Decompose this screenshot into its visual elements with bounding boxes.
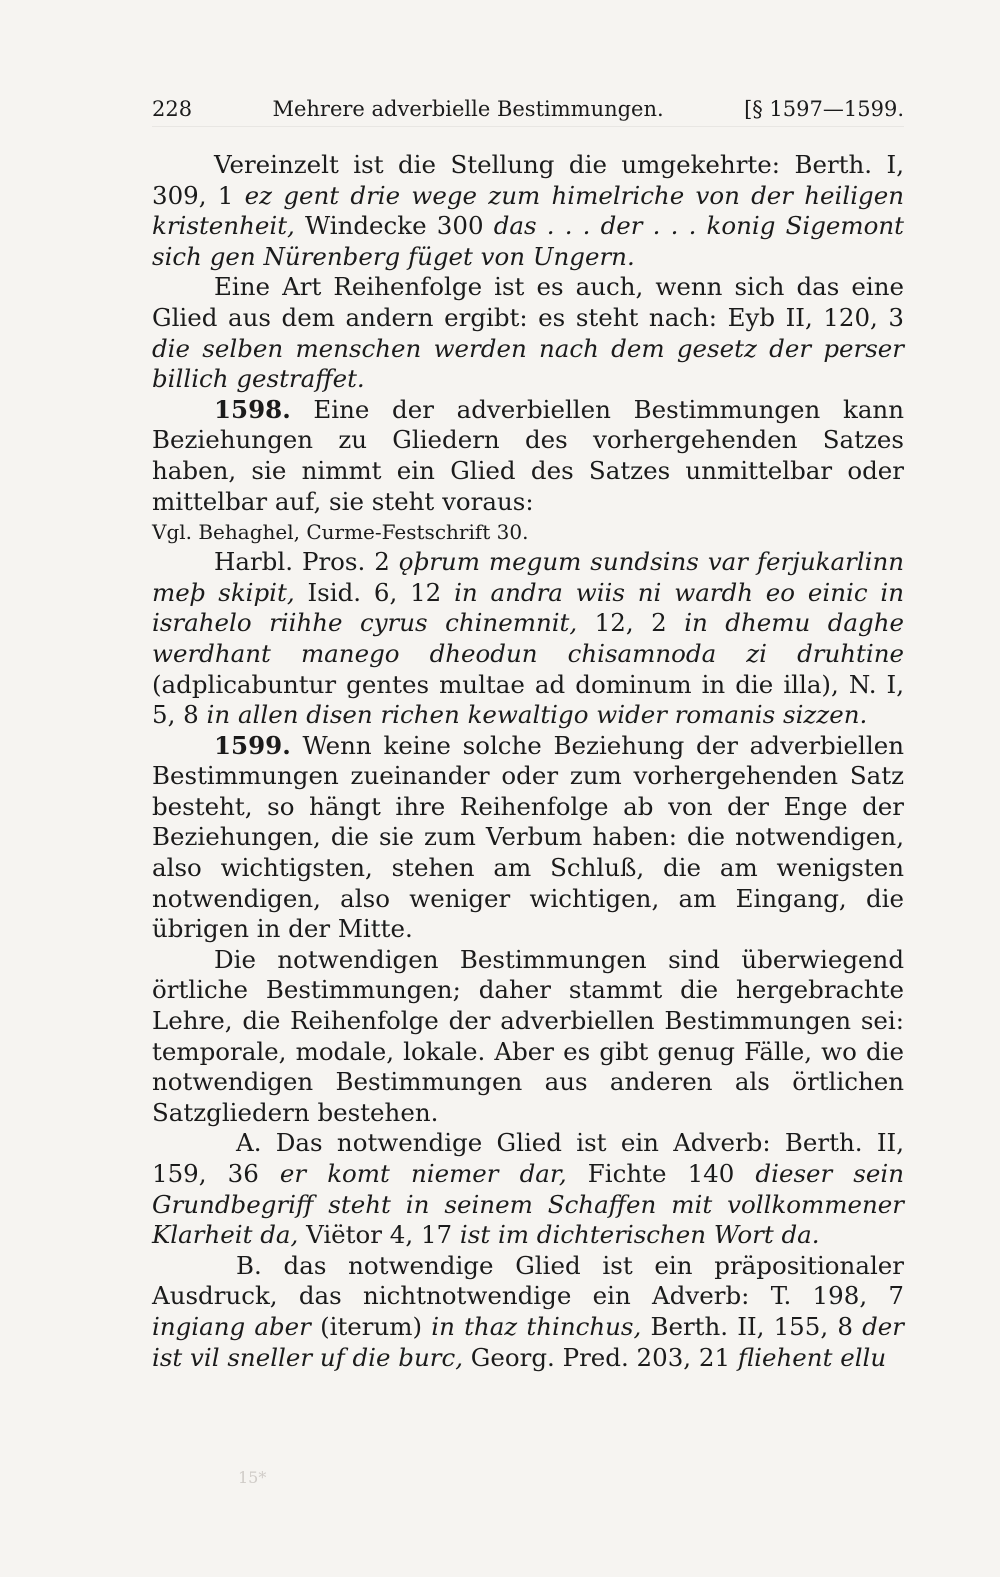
section-1599 — [152, 731, 904, 945]
text: Viëtor 4, 17 — [298, 1220, 460, 1250]
note-text: Vgl. Behaghel, Curme-Festschrift 30. — [152, 520, 529, 545]
text: (adplicabuntur gentes multae ad dominum in die illa), N. I, 5, 8 — [152, 669, 904, 730]
quotation: ist im dichterischen Wort da. — [459, 1220, 820, 1250]
reference-note — [152, 517, 904, 547]
quotation: fliehent ellu — [737, 1342, 887, 1372]
section-1598 — [152, 395, 904, 517]
text: Eine der adverbiellen Bestimmungen kann Beziehungen zu Gliedern des vorhergehenden Satzes haben, sie nimmt ein Glied des Satzes unmittelbar oder mittelbar auf, sie steht voraus: — [152, 394, 904, 516]
running-header — [152, 97, 904, 127]
text: A. Das notwendige Glied ist ein Adverb: Berth. II, 159, 36 — [152, 1128, 904, 1188]
text: (iterum) — [310, 1311, 432, 1341]
text: Berth. II, 155, 8 — [641, 1311, 863, 1341]
section-number: 1598. — [214, 394, 291, 424]
text: 12, 2 — [577, 608, 685, 638]
running-title: Mehrere adverbielle Bestimmungen. — [272, 97, 664, 121]
text: Harbl. Pros. 2 — [214, 547, 399, 577]
paragraph-a — [152, 1128, 904, 1250]
text: Fichte 140 — [566, 1159, 756, 1188]
quotation: das . . . der . . . konig Sigemont sich gen Nürenberg füget von Ungern. — [152, 211, 904, 271]
quotation: die selben menschen werden nach dem gesetz der perser billich gestraffet. — [152, 333, 904, 394]
quotation: der ist vil sneller uf die burc, — [152, 1311, 904, 1372]
paragraph-b — [152, 1251, 904, 1373]
paragraph-3 — [152, 547, 904, 731]
text: Vereinzelt ist die Stellung die umgekehrte: Berth. I, 309, 1 — [152, 150, 904, 210]
text: B. das notwendige Glied ist ein präpositionaler Ausdruck, das nichtnotwendige ein Adverb: T. 198, 7 — [152, 1250, 904, 1311]
quotation: in thaz thinchus, — [431, 1311, 642, 1341]
section-number: 1599. — [214, 730, 291, 760]
page-number: 228 — [152, 97, 193, 121]
text: Windecke 300 — [294, 211, 494, 241]
text: Isid. 6, 12 — [294, 577, 455, 607]
text: Georg. Pred. 203, 21 — [463, 1342, 738, 1372]
quotation: ǫþrum megum sundsins var ferjukarlinn meþ skipit, — [152, 547, 905, 607]
section-range: [§ 1597—1599. — [744, 97, 904, 121]
paragraph-1 — [152, 150, 904, 272]
text: Wenn keine solche Beziehung der adverbiellen Bestimmungen zueinander oder zum vorhergehenden Satz besteht, so hängt ihre Reihenfolge ab von der Enge der Beziehungen, die sie zum Verbum haben: die notwendigen, also wichtigsten, stehen am Schluß, die am wenigsten notwendigen, also weniger wichtigen, am Eingang, die übrigen in der Mitte. — [152, 730, 904, 944]
page-body — [152, 150, 904, 1373]
quotation: ingiang aber — [152, 1311, 311, 1341]
paragraph-2 — [152, 272, 904, 394]
quotation: dieser sein Grundbegriff steht in seinem Schaffen mit vollkommener Klarheit da, — [152, 1159, 904, 1250]
quotation: in dhemu daghe werdhant manego dheodun chisamnoda zi druhtine — [152, 608, 905, 668]
paragraph-4 — [152, 945, 904, 1129]
quotation: in andra wiis ni wardh eo einic in israhelo riihhe cyrus chinemnit, — [152, 577, 904, 638]
signature-mark: 15* — [238, 1468, 267, 1487]
quotation: er komt niemer dar, — [279, 1159, 567, 1188]
text: Die notwendigen Bestimmungen sind überwiegend örtliche Bestimmungen; daher stammt die hergebrachte Lehre, die Reihenfolge der adverbiellen Bestimmungen sei: temporale, modale, lokale. Aber es gibt genug Fälle, wo die notwendigen Bestimmungen aus anderen als örtlichen Satzgliedern bestehen. — [152, 944, 904, 1127]
quotation: in allen disen richen kewaltigo wider romanis sizzen. — [206, 700, 868, 730]
quotation: ez gent drie wege zum himelriche von der heiligen kristenheit, — [152, 180, 905, 241]
text: Eine Art Reihenfolge ist es auch, wenn sich das eine Glied aus dem andern ergibt: es steht nach: Eyb II, 120, 3 — [152, 272, 904, 332]
